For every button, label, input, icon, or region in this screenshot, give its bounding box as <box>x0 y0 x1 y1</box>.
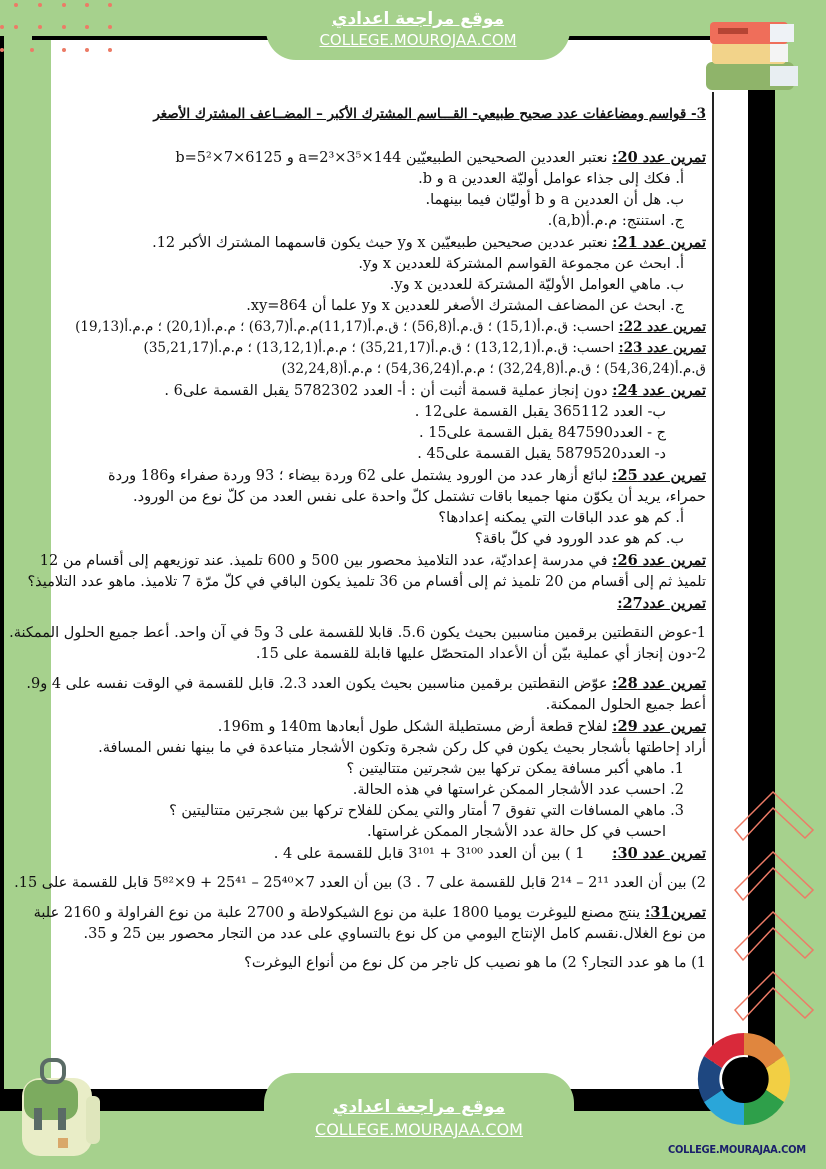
exercise-item: احسب في كل حالة عدد الأشجار الممكن غراستها. <box>367 824 666 840</box>
footer-site-name: موقع مراجعة اعدادي <box>332 1097 506 1117</box>
footer-site-url[interactable]: COLLEGE.MOURAJAA.COM <box>315 1120 523 1139</box>
footer-logo-text: COLLEGE.MOURAJAA.COM <box>668 1143 806 1156</box>
exercise-20 <box>58 147 706 232</box>
exercise-text: 2) بين أن العدد 2¹¹ – 2¹⁴ قابل للقسمة على 7 . 3) بين أن العدد 7×25⁴⁰ – 25⁴¹ + 9×5⁸² قابل للقسمة على 15. <box>14 875 706 891</box>
exercise-label: تمرين31: <box>644 904 706 921</box>
exercise-label: تمرين عدد 29: <box>612 718 706 735</box>
exercise-item: ج. استنتج: م.م.أ(a,b). <box>547 213 684 229</box>
exercise-item: أ. كم هو عدد الباقات التي يمكنه إعدادها؟ <box>438 510 684 526</box>
exercise-text: تلميذ ثم إلى أقسام من 20 تلميذ ثم إلى أقسام من 36 تلميذ يكون الباقي في كلّ مرّة 7 تلاميذ. ماهو عدد التلاميذ؟ <box>27 574 706 590</box>
backpack-icon <box>14 1056 114 1156</box>
exercise-24 <box>58 380 706 465</box>
exercise-item: ج - العدد847590 يقبل القسمة على15 . <box>419 425 666 441</box>
exercise-text: ق.م.أ(54,36,24) ؛ ق.م.أ(32,24,8) ؛ م.م.أ(54,36,24) ؛ م.م.أ(32,24,8) <box>281 361 706 377</box>
exercise-item: 2-دون إنجاز أي عملية بيّن أن الأعداد المتحصّل عليها قابلة للقسمة على 15. <box>255 646 706 662</box>
exercise-30 <box>14 843 706 894</box>
section-title: 3- قواسم ومضاعفات عدد صحيح طبيعي- القـــاسم المشترك الأكبر – المضــاعف المشترك الأصغر <box>153 106 706 122</box>
exercise-item: أ. فكك إلى جذاء عوامل أوليّة العددين a و b. <box>418 171 684 187</box>
exercise-label: تمرين عدد 26: <box>612 552 706 569</box>
exercise-28 <box>26 673 706 716</box>
exercise-item: ب. كم هو عدد الورود في كلّ باقة؟ <box>474 531 684 547</box>
exercise-27 <box>9 593 706 665</box>
exercise-text: احسب: ق.م.أ(13,12,1) ؛ ق.م.أ(35,21,17) ؛ م.م.أ(13,12,1) ؛ م.م.أ(35,21,17) <box>143 340 615 356</box>
exercise-item: ب. هل أن العددين a و b أوليّان فيما بينهما. <box>425 192 684 208</box>
exercise-text: دون إنجاز عملية قسمة أثبت أن : أ- العدد 5782302 يقبل القسمة على6 . <box>164 383 608 399</box>
exercise-label: تمرين عدد 23: <box>618 340 706 356</box>
footer-site-badge[interactable] <box>264 1073 574 1169</box>
exercise-text: في مدرسة إعداديّة، عدد التلاميذ محصور بين 500 و 600 تلميذ. عند توزيعهم إلى أقسام من 12 <box>39 553 608 569</box>
chevron-decoration-icon <box>733 790 823 1050</box>
exercise-label: تمرين عدد 30: <box>612 845 706 862</box>
exercise-text: أعط جميع الحلول الممكنة. <box>545 697 706 713</box>
exercise-text: حمراء، يريد أن يكوّن منها جميعا باقات تشتمل كلّ واحدة على نفس العدد من كلّ نوع من الورود. <box>133 489 706 505</box>
subjects-wheel-logo-icon <box>696 1024 792 1134</box>
exercise-label: تمرين عدد 28: <box>612 675 706 692</box>
exercise-item: 2. احسب عدد الأشجار الممكن غراستها في هذه الحالة. <box>352 782 684 798</box>
exercise-label: تمرين عدد 20: <box>612 149 706 166</box>
exercise-item: أ. ابحث عن مجموعة القواسم المشتركة للعددين x وy. <box>358 256 684 272</box>
decorative-dots <box>0 0 130 60</box>
exercise-item: 1. ماهي أكبر مسافة يمكن تركها بين شجرتين متتاليتين ؟ <box>346 761 684 777</box>
worksheet-content <box>9 104 706 974</box>
exercise-text: نعتبر العددين الصحيحين الطبيعيّين a=2³×3⁵×144 و b=5²×7×6125 <box>175 150 608 166</box>
exercise-22 <box>58 317 706 338</box>
exercise-item: ج. ابحث عن المضاعف المشترك الأصغر للعددين x وy علما أن xy=864. <box>246 298 684 314</box>
exercise-label: تمرين عدد27: <box>617 595 706 612</box>
margin-line <box>712 92 714 1092</box>
exercise-31 <box>33 902 706 974</box>
header-site-url[interactable]: COLLEGE.MOUROJAA.COM <box>319 31 517 49</box>
exercise-text: عوّض النقطتين برقمين مناسبين بحيث يكون العدد 2.3. قابل للقسمة في الوقت نفسه على 4 و9. <box>26 676 608 692</box>
exercise-25 <box>58 465 706 550</box>
exercise-23 <box>58 338 706 380</box>
exercise-label: تمرين عدد 24: <box>612 382 706 399</box>
exercise-text: أراد إحاطتها بأشجار بحيث يكون في كل ركن شجرة وتكون الأشجار متباعدة في ما بينها نفس المسافة. <box>98 740 706 756</box>
exercise-item: 1) ما هو عدد التجار؟ 2) ما هو نصيب كل تاجر من كل نوع من أنواع اليوغرت؟ <box>244 955 706 971</box>
exercise-label: تمرين عدد 22: <box>618 319 706 335</box>
exercise-label: تمرين عدد 25: <box>612 467 706 484</box>
exercise-text: ينتج مصنع لليوغرت يوميا 1800 علبة من نوع الشيكولاطة و 2700 علبة من نوع الفراولة و 2160 علبة <box>33 905 641 921</box>
header-site-badge[interactable] <box>266 0 570 60</box>
exercise-item: ب- العدد 365112 يقبل القسمة على12 . <box>414 404 666 420</box>
exercise-26 <box>27 550 706 593</box>
exercise-text: احسب: ق.م.أ(15,1) ؛ ق.م.أ(56,8) ؛ ق.م.أ(11,17)م.م.أ(63,7) ؛ م.م.أ(20,1) ؛ م.م.أ(19,13) <box>75 319 615 335</box>
books-stack-icon <box>700 14 810 94</box>
exercise-text: 1 ) بين أن العدد 3¹⁰⁰ + 3¹⁰¹ قابل للقسمة على 4 . <box>273 846 585 862</box>
exercise-text: نعتبر عددين صحيحين طبيعيّين x وy حيث يكون قاسمهما المشترك الأكبر 12. <box>152 235 608 251</box>
header-site-name: موقع مراجعة اعدادي <box>331 9 505 29</box>
exercise-text: لبائع أزهار عدد من الورود يشتمل على 62 وردة بيضاء ؛ 93 وردة صفراء و186 وردة <box>108 468 608 484</box>
exercise-29 <box>58 716 706 843</box>
exercise-item: ب. ماهي العوامل الأوليّة المشتركة للعددين x وy. <box>389 277 684 293</box>
exercise-item: د- العدد5879520 يقبل القسمة على45 . <box>417 446 666 462</box>
exercise-21 <box>58 232 706 317</box>
exercise-label: تمرين عدد 21: <box>612 234 706 251</box>
exercise-item: 1-عوض النقطتين برقمين مناسبين بحيث يكون 5.6. قابلا للقسمة على 3 و5 في آن واحد. أعط جميع الحلول الممكنة. <box>9 625 706 641</box>
exercise-text: لفلاح قطعة أرض مستطيلة الشكل طول أبعادها 140m و 196m. <box>217 719 608 735</box>
exercise-text: من نوع الغلال.نقسم كامل الإنتاج اليومي من كل نوع بالتساوي على عدد من التجار محصور بين 25 و 35. <box>83 926 706 942</box>
exercise-item: 3. ماهي المسافات التي تفوق 7 أمتار والتي يمكن للفلاح تركها بين شجرتين متتاليتين ؟ <box>169 803 684 819</box>
